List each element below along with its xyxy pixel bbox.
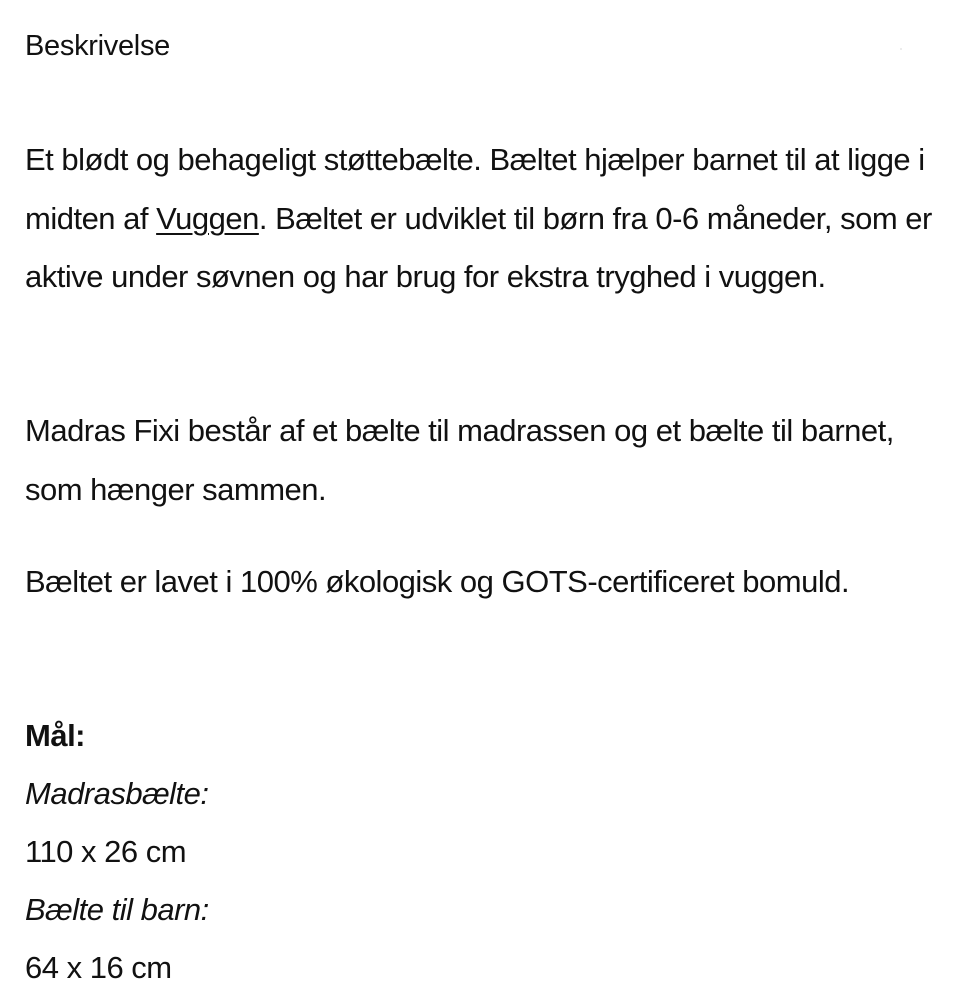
description-paragraph-3: Bæltet er lavet i 100% økologisk og GOTS-certificeret bomuld.: [25, 564, 850, 599]
paragraph-text: Et blødt og behageligt støttebælte. Bæltet hjælper barnet til at ligge i midten af: [25, 142, 925, 236]
dimension-label: Madrasbælte:: [25, 776, 209, 811]
decorative-dot: [900, 48, 902, 50]
dimensions-block: [25, 707, 209, 997]
dimension-value: 110 x 26 cm: [25, 834, 187, 869]
section-heading: Beskrivelse: [25, 30, 170, 62]
dimensions-heading: Mål:: [25, 718, 85, 753]
dimension-label: Bælte til barn:: [25, 892, 209, 927]
paragraph-text: . Bæltet er udviklet til børn fra 0-6 måneder, som er aktive under søvnen og har brug for ekstra tryghed i vuggen.: [25, 200, 932, 294]
vuggen-link[interactable]: Vuggen: [156, 200, 259, 236]
dimension-value: 64 x 16 cm: [25, 950, 172, 985]
description-paragraph-2: Madras Fixi består af et bælte til madrassen og et bælte til barnet, som hænger sammen.: [25, 413, 894, 507]
description-paragraph-1: [25, 131, 935, 307]
